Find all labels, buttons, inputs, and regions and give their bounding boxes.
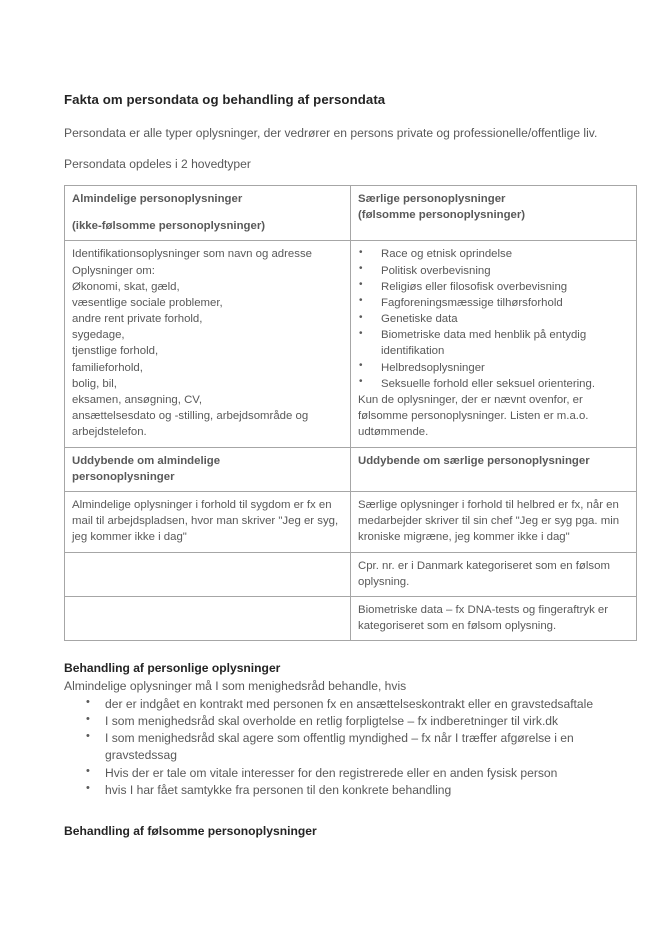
cell-line: tjenstlige forhold, — [72, 345, 159, 358]
subheader-line-1: Uddybende om særlige personoplysninger — [358, 454, 590, 467]
section-lead: Almindelige oplysninger må I som menighedsråd behandle, hvis — [64, 678, 407, 693]
table-row — [65, 491, 637, 552]
cell-empty — [65, 596, 351, 640]
cell-saerlige-example-helbred: Særlige oplysninger i forhold til helbred er fx, når en medarbejder skriver til sin chef "Jeg er syg pga. min kroniske migræne, jeg kommer ikke i dag" — [351, 491, 637, 552]
table-header-row — [65, 185, 637, 240]
subheader-line-1: Uddybende om almindelige — [72, 454, 221, 467]
table-subheader-row — [65, 447, 637, 491]
subheader-cell-almindelige — [65, 447, 351, 491]
list-item: • Religiøs eller filosofisk overbevisning — [358, 279, 629, 295]
cell-line: Økonomi, skat, gæld, — [72, 280, 180, 293]
section-title: Behandling af personlige oplysninger — [64, 661, 281, 676]
cell-empty — [65, 552, 351, 596]
cell-line: Identifikationsoplysninger som navn og adresse — [72, 248, 312, 261]
list-item: • Helbredsoplysninger — [358, 360, 629, 376]
cell-line: sygedage, — [72, 329, 125, 342]
saerlige-note: Kun de oplysninger, der er nævnt ovenfor, er følsomme personoplysninger. Listen er m.a.o. udtømmende. — [358, 394, 589, 439]
table-row — [65, 241, 637, 447]
cell-line: andre rent private forhold, — [72, 313, 203, 326]
header-line-2: (ikke-følsomme personoplysninger) — [72, 220, 266, 233]
subheader-line-2: personoplysninger — [72, 470, 175, 483]
cell-saerlige-list — [351, 241, 637, 447]
cell-line: væsentlige sociale problemer, — [72, 296, 223, 309]
list-item: • der er indgået en kontrakt med personen fx en ansættelseskontrakt eller en gravstedsaftale — [64, 696, 608, 713]
cell-line: bolig, bil, — [72, 377, 117, 390]
intro-paragraph-2: Persondata opdeles i 2 hovedtyper — [64, 157, 251, 172]
list-item: • hvis I har fået samtykke fra personen til den konkrete behandling — [64, 782, 608, 799]
list-item: • Fagforeningsmæssige tilhørsforhold — [358, 295, 629, 311]
persondata-table — [64, 185, 637, 641]
subheader-cell-saerlige — [351, 447, 637, 491]
table-header-cell-almindelige — [65, 185, 351, 240]
list-item: • I som menighedsråd skal agere som offentlig myndighed – fx når I træffer afgørelse i en gravstedssag — [64, 730, 608, 764]
list-item: • Hvis der er tale om vitale interesser for den registrerede eller en anden fysisk person — [64, 765, 608, 782]
list-item: • Genetiske data — [358, 311, 629, 327]
list-item: • I som menighedsråd skal overholde en retlig forpligtelse – fx indberetninger til virk.dk — [64, 713, 608, 730]
list-item: • Race og etnisk oprindelse — [358, 246, 629, 262]
section-behandling-personlige — [64, 660, 608, 799]
cell-line: Oplysninger om: — [72, 264, 155, 277]
header-line-1: Almindelige personoplysninger — [72, 192, 243, 205]
behandling-bullet-list — [64, 696, 608, 799]
cell-almindelige-examples — [65, 241, 351, 447]
header-line-2: (følsomme personoplysninger) — [358, 209, 526, 222]
cell-saerlige-biometrisk: Biometriske data – fx DNA-tests og fingeraftryk er kategoriseret som en følsom oplysning. — [351, 596, 637, 640]
saerlige-bullet-list — [358, 246, 629, 392]
intro-paragraph-1: Persondata er alle typer oplysninger, der vedrører en persons private og professionelle/offentlige liv. — [64, 125, 598, 140]
cell-almindelige-example-sygdom: Almindelige oplysninger i forhold til sygdom er fx en mail til arbejdspladsen, hvor man skriver "Jeg er syg, jeg kommer ikke i dag" — [65, 491, 351, 552]
list-item: • Politisk overbevisning — [358, 263, 629, 279]
cell-line: familieforhold, — [72, 361, 143, 374]
section-title-foelsomme: Behandling af følsomme personoplysninger — [64, 823, 317, 838]
cell-line: eksamen, ansøgning, CV, — [72, 394, 203, 406]
table-header-cell-saerlige — [351, 185, 637, 240]
list-item: • Seksuelle forhold eller seksuel orientering. — [358, 376, 629, 392]
table-row — [65, 596, 637, 640]
cell-line: ansættelsesdato og -stilling, arbejdsområde og arbejdstelefon. — [72, 410, 312, 439]
page-title: Fakta om persondata og behandling af persondata — [64, 92, 386, 107]
cell-saerlige-cpr: Cpr. nr. er i Danmark kategoriseret som en følsom oplysning. — [351, 552, 637, 596]
table-row — [65, 552, 637, 596]
header-line-1: Særlige personoplysninger — [358, 192, 506, 205]
list-item: • Biometriske data med henblik på entydig identifikation — [358, 327, 629, 359]
